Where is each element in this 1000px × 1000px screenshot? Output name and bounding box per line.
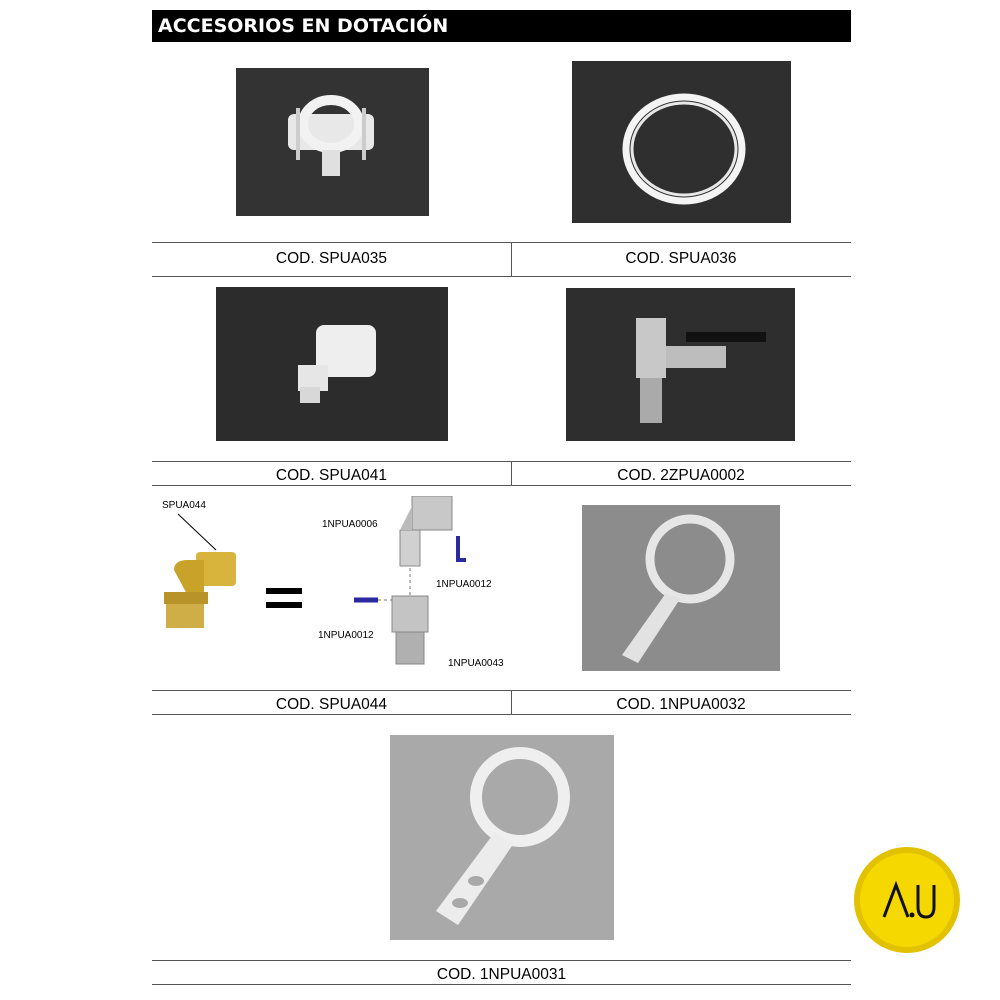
brass-elbow-illustration [158,512,248,632]
label-spua044: SPUA044 [162,500,206,511]
label-1npua0043: 1NPUA0043 [448,658,504,669]
equals-sign [266,584,302,612]
label-1npua0012-top: 1NPUA0012 [436,579,492,590]
tubing-coil-photo [572,61,791,223]
item-code-6: COD. 1NPUA0032 [616,696,746,713]
filter-wrench-large-photo [582,505,780,671]
item-code-1: COD. SPUA035 [275,250,388,267]
filter-wrench-small-photo [390,735,614,940]
section-title: ACCESORIOS EN DOTACIÓN [152,10,851,42]
item-code-2: COD. SPUA036 [625,250,737,267]
label-1npua0012-bottom: 1NPUA0012 [318,630,374,641]
pipe-clamp-photo [236,68,429,216]
item-code-7: COD. 1NPUA0031 [436,966,567,983]
item-code-5: COD. SPUA044 [275,696,388,713]
exploded-parts-illustration [350,496,470,676]
ball-valve-photo [566,288,795,441]
brand-logo [852,845,962,955]
label-1npua0006: 1NPUA0006 [322,519,378,530]
item-code-3: COD. SPUA041 [275,467,388,484]
faucet-adapter-photo [216,287,448,441]
item-code-4: COD. 2ZPUA0002 [617,467,745,484]
